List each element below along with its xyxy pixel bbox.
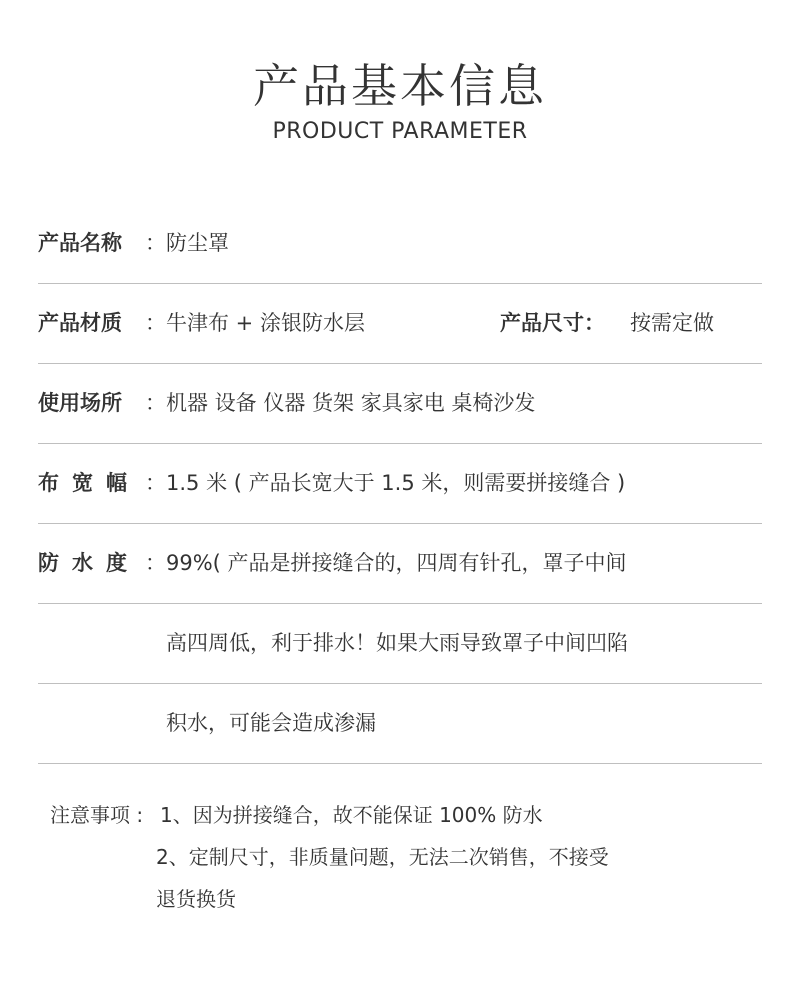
product-material-value: 牛津布 + 涂银防水层: [166, 311, 365, 335]
waterproof-label: 防水度: [38, 551, 140, 575]
colon: ：: [145, 471, 166, 495]
product-size-value: 按需定做: [630, 311, 714, 335]
waterproof-value-line-1: 99%( 产品是拼接缝合的，四周有针孔，罩子中间: [166, 551, 627, 575]
row-waterproof-cont: [38, 623, 762, 663]
divider: [38, 603, 762, 604]
divider: [38, 683, 762, 684]
note-line-3: 退货换货: [156, 887, 236, 911]
divider: [38, 763, 762, 764]
product-material-label: 产品材质: [38, 311, 122, 335]
usage-label: 使用场所: [38, 391, 122, 415]
product-name-value: 防尘罩: [166, 231, 229, 255]
divider: [38, 363, 762, 364]
divider: [38, 283, 762, 284]
page-title: 产品基本信息: [253, 59, 547, 113]
divider: [38, 523, 762, 524]
divider: [38, 443, 762, 444]
row-product-name: [38, 223, 762, 263]
row-waterproof: [38, 543, 762, 583]
note-line-2: 2、定制尺寸，非质量问题，无法二次销售，不接受: [156, 845, 609, 869]
usage-value: 机器 设备 仪器 货架 家具家电 桌椅沙发: [166, 391, 536, 415]
row-fabric-width: [38, 463, 762, 503]
notes-label: 注意事项 :: [50, 803, 144, 827]
product-name-label: 产品名称: [38, 231, 122, 255]
colon: ：: [145, 311, 166, 335]
colon: ：: [145, 391, 166, 415]
colon: ：: [145, 231, 166, 255]
fabric-width-label: 布宽幅: [38, 471, 140, 495]
note-line-1: 1、因为拼接缝合，故不能保证 100% 防水: [160, 803, 543, 827]
fabric-width-value: 1.5 米 ( 产品长宽大于 1.5 米，则需要拼接缝合 ): [166, 471, 626, 495]
row-product-material: [38, 303, 762, 343]
waterproof-value-line-3: 积水，可能会造成渗漏: [166, 711, 376, 735]
product-size-label: 产品尺寸：: [500, 311, 605, 335]
page-subtitle: PRODUCT PARAMETER: [272, 119, 528, 144]
row-usage: [38, 383, 762, 423]
colon: ：: [145, 551, 166, 575]
waterproof-value-line-2: 高四周低，利于排水！如果大雨导致罩子中间凹陷: [166, 631, 628, 655]
row-waterproof-cont: [38, 703, 762, 743]
